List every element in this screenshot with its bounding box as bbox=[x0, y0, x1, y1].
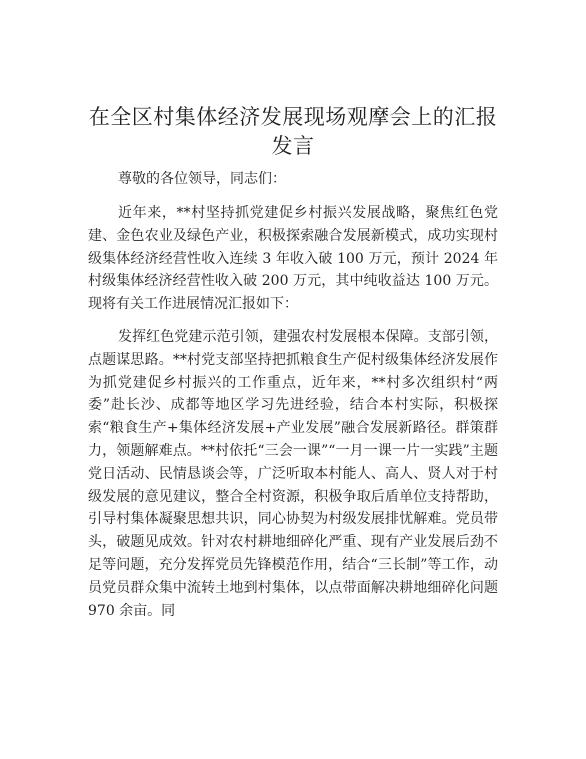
paragraph-party-building: 发挥红色党建示范引领，建强农村发展根本保障。支部引领，点题谋思路。**村党支部坚持把抓粮食生产促村级集体经济发展作为抓党建促乡村振兴的工作重点，近年来，**村多次组织村“两委”赴长沙、成都等地区学习先进经验，结合本村实际，积极探索“粮食生产+集体经济发展+产业发展”融合发展新路径。群策群力，领题解难点。**村依托“三会一课”“一月一课一片一实践”主题党日活动、民情恳谈会等，广泛听取本村能人、高人、贤人对于村级发展的意见建议，整合全村资源，积极争取后盾单位支持帮助，引导村集体凝聚思想共识，同心协契为村级发展排忧解难。党员带头，破题见成效。针对农村耕地细碎化严重、现有产业发展后劲不足等问题，充分发挥党员先锋模范作用，结合“三长制”等工作，动员党员群众集中流转土地到村集体，以点带面解决耕地细碎化问题 970 余亩。同 bbox=[88, 328, 498, 619]
document-body bbox=[88, 168, 498, 632]
document-title: 在全区村集体经济发展现场观摩会上的汇报发言 bbox=[88, 105, 498, 158]
paragraph-intro: 近年来，**村坚持抓党建促乡村振兴发展战略，聚焦红色党建、金色农业及绿色产业，积极探索融合发展新模式，成功实现村级集体经济经营性收入连续 3 年收入破 100 万元，预计 2024 年村级集体经济经营性收入破 200 万元，其中纯收益达 100 万元。现将有关工作进展情况汇报如下： bbox=[88, 205, 498, 313]
salutation: 尊敬的各位领导，同志们： bbox=[118, 171, 286, 187]
